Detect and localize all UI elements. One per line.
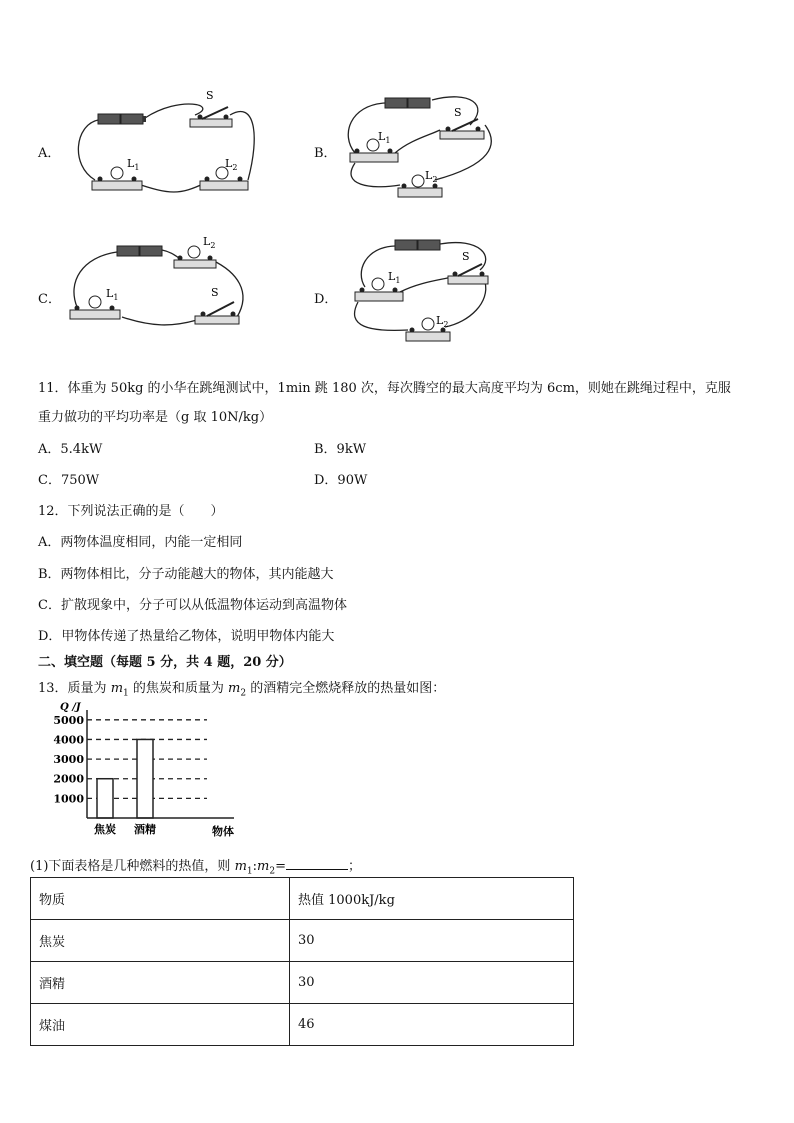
q12-stem: 12．下列说法正确的是（ ） — [38, 504, 224, 519]
lamp-l2-icon — [200, 167, 248, 190]
table-row — [31, 1004, 574, 1046]
y-axis-label: Q /J — [60, 702, 81, 713]
switch-label: S — [462, 250, 470, 263]
battery-icon — [98, 114, 146, 124]
circuit-diagram-b — [340, 85, 510, 205]
q11-stem-line1: 11．体重为 50kg 的小华在跳绳测试中，1min 跳 180 次，每次腾空的最大高度平均为 6cm，则她在跳绳过程中，克服 — [38, 381, 731, 396]
q12-option-d[interactable]: D．甲物体传递了热量给乙物体，说明甲物体内能大 — [38, 629, 335, 644]
lamp-l2-label: $L_2$ — [436, 314, 449, 329]
section-heading: 二、填空题（每题 5 分，共 4 题，20 分） — [38, 655, 292, 670]
table-cell: 焦炭 — [31, 920, 290, 962]
q11-option-d[interactable]: D．90W — [314, 473, 368, 488]
q12-option-c[interactable]: C．扩散现象中，分子可以从低温物体运动到高温物体 — [38, 598, 347, 613]
q11-option-c[interactable]: C．750W — [38, 473, 100, 488]
table-header-cell: 物质 — [31, 878, 290, 920]
bar-0 — [97, 779, 113, 818]
switch-label: S — [206, 89, 214, 102]
circuit-diagram-a — [60, 85, 270, 205]
lamp-l1-label: $L_1$ — [378, 130, 391, 145]
table-header-row — [31, 878, 574, 920]
table-header-cell: 热值 1000kJ/kg — [290, 878, 574, 920]
fuel-heat-table — [30, 877, 574, 1046]
lamp-l1-icon — [350, 139, 398, 162]
category-label: 焦炭 — [94, 823, 116, 836]
y-tick-label: 4000 — [53, 733, 84, 747]
table-row — [31, 962, 574, 1004]
circuit-diagram-c — [62, 232, 262, 337]
switch-icon — [190, 107, 232, 127]
circuit-diagram-d — [340, 232, 510, 347]
battery-icon — [385, 98, 430, 108]
lamp-l2-label: $L_2$ — [225, 157, 238, 172]
x-axis-label: 物体 — [212, 825, 234, 838]
switch-label: S — [454, 106, 462, 119]
table-cell: 46 — [290, 1004, 574, 1046]
switch-icon — [195, 302, 239, 324]
y-tick-label: 1000 — [53, 792, 84, 806]
q12-option-b[interactable]: B．两物体相比，分子动能越大的物体，其内能越大 — [38, 567, 334, 582]
lamp-l1-label: $L_1$ — [127, 157, 140, 172]
q11-option-a[interactable]: A．5.4kW — [38, 442, 103, 457]
category-label: 酒精 — [134, 823, 156, 836]
battery-icon — [395, 240, 440, 250]
lamp-l1-label: $L_1$ — [106, 287, 119, 302]
y-tick-label: 5000 — [53, 713, 84, 727]
q13-sub1: (1)下面表格是几种燃料的热值，则 $m_1:m_2=$ ； — [30, 859, 361, 877]
table-cell: 煤油 — [31, 1004, 290, 1046]
bar-1 — [137, 739, 153, 818]
table-cell: 30 — [290, 962, 574, 1004]
answer-blank[interactable] — [286, 858, 348, 870]
table-cell: 30 — [290, 920, 574, 962]
switch-icon — [440, 119, 484, 139]
q13-stem: 13．质量为 $m_1$ 的焦炭和质量为 $m_2$ 的酒精完全燃烧释放的热量如图： — [38, 681, 446, 699]
y-tick-label: 2000 — [53, 772, 84, 786]
q11-stem-line2: 重力做功的平均功率是（g 取 10N/kg） — [38, 410, 273, 425]
table-row — [31, 920, 574, 962]
table-cell: 酒精 — [31, 962, 290, 1004]
y-tick-label: 3000 — [53, 753, 84, 767]
lamp-l1-label: $L_1$ — [388, 270, 401, 285]
switch-icon — [448, 264, 488, 284]
battery-icon — [117, 246, 162, 256]
q11-option-b[interactable]: B．9kW — [314, 442, 367, 457]
lamp-l2-label: $L_2$ — [425, 169, 438, 184]
lamp-l2-label: $L_2$ — [203, 235, 216, 250]
q12-option-a[interactable]: A．两物体温度相同，内能一定相同 — [38, 535, 243, 550]
switch-label: S — [211, 286, 219, 299]
option-c-label: C． — [38, 292, 61, 307]
option-a-label: A． — [38, 146, 61, 161]
heat-bar-chart — [42, 700, 252, 842]
option-d-label: D． — [314, 292, 338, 307]
option-b-label: B． — [314, 146, 337, 161]
